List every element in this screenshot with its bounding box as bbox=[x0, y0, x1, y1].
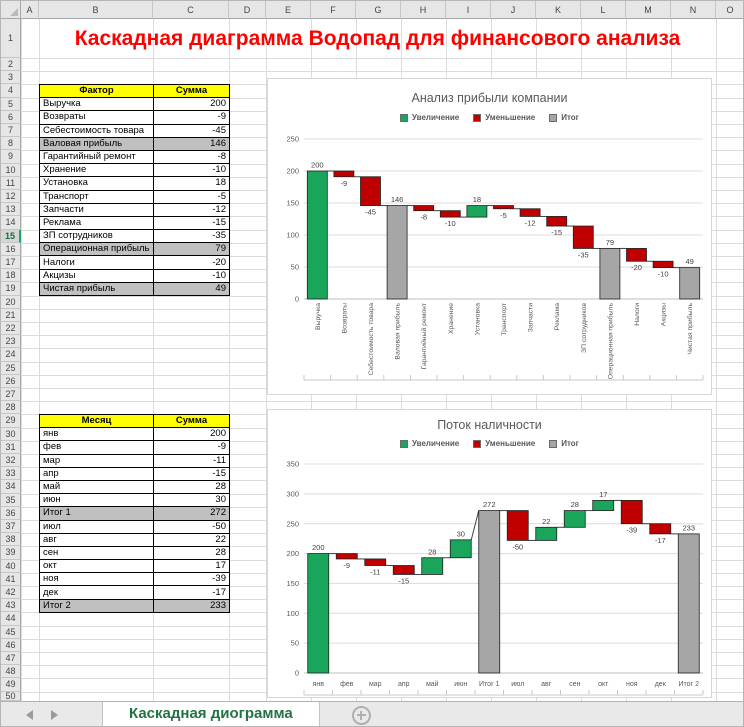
table-row bbox=[40, 150, 230, 163]
table-row bbox=[40, 507, 230, 520]
waterfall-bar-total bbox=[678, 534, 699, 673]
table-row bbox=[40, 467, 230, 480]
row-label-cell[interactable]: Налоги bbox=[40, 256, 154, 269]
data-label: 272 bbox=[482, 500, 496, 510]
column-header-F[interactable]: F bbox=[311, 1, 356, 19]
data-label: 49 bbox=[685, 257, 694, 267]
y-axis-tick-label: 50 bbox=[290, 638, 299, 648]
row-label-cell[interactable]: авг bbox=[40, 533, 154, 546]
data-label: -39 bbox=[626, 525, 638, 535]
row-header-41[interactable]: 41 bbox=[1, 573, 21, 586]
row-header-29[interactable]: 29 bbox=[1, 414, 21, 427]
row-header-25[interactable]: 25 bbox=[1, 362, 21, 375]
waterfall-bar-increase bbox=[422, 558, 443, 575]
row-header-50[interactable]: 50 bbox=[1, 692, 21, 701]
y-axis-tick-label: 100 bbox=[286, 608, 299, 618]
table-row bbox=[40, 560, 230, 573]
row-header-24[interactable]: 24 bbox=[1, 348, 21, 361]
row-value-cell[interactable]: 272 bbox=[154, 507, 230, 520]
data-label: -5 bbox=[500, 210, 507, 220]
waterfall-bar-total bbox=[600, 248, 620, 299]
waterfall-bar-increase bbox=[467, 206, 487, 218]
row-header-15[interactable]: 15 bbox=[1, 230, 21, 243]
waterfall-bar-increase bbox=[307, 171, 327, 299]
x-axis-category-label: Себестоимость товара bbox=[368, 303, 375, 376]
x-axis-category-label: Установка bbox=[474, 303, 482, 336]
x-axis-category-label: ноя bbox=[625, 681, 638, 688]
waterfall-bar-decrease bbox=[414, 206, 434, 211]
row-value-cell[interactable]: 233 bbox=[154, 599, 230, 612]
row-header-27[interactable]: 27 bbox=[1, 388, 21, 401]
x-axis-category-label: янв bbox=[312, 681, 324, 688]
row-value-cell[interactable]: -45 bbox=[154, 124, 230, 137]
row-header-18[interactable]: 18 bbox=[1, 269, 21, 282]
data-label: -45 bbox=[365, 207, 376, 217]
row-header-8[interactable]: 8 bbox=[1, 137, 21, 150]
data-label: -8 bbox=[420, 212, 428, 222]
row-label-cell[interactable]: Себестоимость товара bbox=[40, 124, 154, 137]
data-label: 22 bbox=[542, 516, 551, 526]
row-header-43[interactable]: 43 bbox=[1, 599, 21, 612]
table-row bbox=[40, 586, 230, 599]
row-header-10[interactable]: 10 bbox=[1, 164, 21, 177]
table-row bbox=[40, 98, 230, 111]
row-label-cell[interactable]: окт bbox=[40, 560, 154, 573]
table-row bbox=[40, 124, 230, 137]
row-label-cell[interactable]: июн bbox=[40, 494, 154, 507]
row-header-5[interactable]: 5 bbox=[1, 98, 21, 111]
waterfall-bar-total bbox=[479, 511, 500, 673]
data-label: 233 bbox=[682, 523, 696, 533]
data-label: -20 bbox=[631, 263, 642, 273]
table-row bbox=[40, 520, 230, 533]
data-label: 28 bbox=[570, 500, 579, 510]
row-value-cell[interactable]: 17 bbox=[154, 560, 230, 573]
table-row bbox=[40, 533, 230, 546]
row-label-cell[interactable]: Выручка bbox=[40, 98, 154, 111]
row-value-cell[interactable]: 30 bbox=[154, 494, 230, 507]
row-header-32[interactable]: 32 bbox=[1, 454, 21, 467]
column-header-D[interactable]: D bbox=[229, 1, 266, 19]
table-header-row bbox=[40, 85, 230, 98]
row-header-14[interactable]: 14 bbox=[1, 216, 21, 229]
x-axis-category-label: июл bbox=[511, 681, 525, 688]
sheet-tab-bar bbox=[1, 701, 743, 727]
waterfall-bar-decrease bbox=[336, 554, 357, 559]
data-label: -15 bbox=[398, 576, 410, 586]
page-title[interactable]: Каскадная диаграмма Водопад для финансового анализа bbox=[74, 27, 681, 50]
table-row bbox=[40, 216, 230, 229]
row-value-cell[interactable]: -9 bbox=[154, 441, 230, 454]
row-value-cell[interactable]: -39 bbox=[154, 573, 230, 586]
table-row bbox=[40, 480, 230, 493]
column-header-O[interactable]: O bbox=[716, 1, 744, 19]
row-header-46[interactable]: 46 bbox=[1, 639, 21, 652]
row-value-cell[interactable]: -50 bbox=[154, 520, 230, 533]
data-label: -9 bbox=[340, 178, 348, 188]
legend-label: Увеличение bbox=[411, 113, 460, 122]
waterfall-bar-decrease bbox=[621, 500, 642, 523]
row-header-31[interactable]: 31 bbox=[1, 441, 21, 454]
table-row bbox=[40, 428, 230, 441]
y-axis-tick-label: 150 bbox=[286, 579, 299, 589]
table-row bbox=[40, 269, 230, 282]
row-value-cell[interactable]: -11 bbox=[154, 454, 230, 467]
legend-label: Итог bbox=[561, 113, 580, 122]
row-value-cell[interactable]: 200 bbox=[154, 428, 230, 441]
table-row bbox=[40, 137, 230, 150]
row-header-19[interactable]: 19 bbox=[1, 282, 21, 295]
row-value-cell[interactable]: -17 bbox=[154, 586, 230, 599]
waterfall-bar-decrease bbox=[440, 211, 460, 217]
waterfall-bar-increase bbox=[593, 500, 614, 510]
x-axis-category-label: Чистая прибыль bbox=[687, 303, 695, 355]
x-axis-category-label: окт bbox=[598, 681, 609, 688]
data-label: -10 bbox=[444, 219, 456, 229]
waterfall-bar-decrease bbox=[573, 226, 593, 248]
data-label: -11 bbox=[370, 567, 381, 577]
data-label: 200 bbox=[311, 160, 324, 170]
row-header-21[interactable]: 21 bbox=[1, 309, 21, 322]
row-value-cell[interactable]: 146 bbox=[154, 137, 230, 150]
row-value-cell[interactable]: -5 bbox=[154, 190, 230, 203]
x-axis-category-label: Валовая прибыль bbox=[394, 303, 402, 360]
x-axis-category-label: июн bbox=[454, 681, 468, 688]
x-axis-category-label: Хранение bbox=[447, 303, 455, 334]
row-value-cell[interactable]: -20 bbox=[154, 256, 230, 269]
row-header-7[interactable]: 7 bbox=[1, 124, 21, 137]
row-header-48[interactable]: 48 bbox=[1, 665, 21, 678]
table-row bbox=[40, 243, 230, 256]
row-header-45[interactable]: 45 bbox=[1, 626, 21, 639]
table-header-row bbox=[40, 415, 230, 428]
row-header-12[interactable]: 12 bbox=[1, 190, 21, 203]
data-label: -35 bbox=[577, 250, 589, 260]
data-label: -12 bbox=[524, 218, 536, 228]
waterfall-bar-decrease bbox=[365, 559, 386, 566]
row-header-34[interactable]: 34 bbox=[1, 480, 21, 493]
data-label: 17 bbox=[599, 489, 608, 499]
waterfall-bar-decrease bbox=[507, 511, 528, 541]
table-row bbox=[40, 546, 230, 559]
data-label: -15 bbox=[551, 228, 563, 238]
legend-label: Уменьшение bbox=[485, 439, 536, 448]
row-value-cell[interactable]: 22 bbox=[154, 533, 230, 546]
row-value-cell[interactable]: -12 bbox=[154, 203, 230, 216]
row-header-35[interactable]: 35 bbox=[1, 494, 21, 507]
y-axis-tick-label: 0 bbox=[294, 668, 299, 678]
row-value-cell[interactable]: 28 bbox=[154, 480, 230, 493]
row-label-cell[interactable]: Возвраты bbox=[40, 111, 154, 124]
data-label: 146 bbox=[390, 195, 404, 205]
column-header-N[interactable]: N bbox=[671, 1, 716, 19]
row-label-cell[interactable]: фев bbox=[40, 441, 154, 454]
row-value-cell[interactable]: 200 bbox=[154, 98, 230, 111]
table-row bbox=[40, 203, 230, 216]
column-header-L[interactable]: L bbox=[581, 1, 626, 19]
column-header-I[interactable]: I bbox=[446, 1, 491, 19]
x-axis-category-label: Возвраты bbox=[341, 303, 349, 334]
y-axis-tick-label: 250 bbox=[286, 134, 299, 144]
waterfall-bar-decrease bbox=[393, 566, 414, 575]
x-axis-category-label: Транспорт bbox=[501, 303, 508, 336]
row-header-11[interactable]: 11 bbox=[1, 177, 21, 190]
profit-waterfall-chart[interactable] bbox=[267, 78, 712, 395]
y-axis-tick-label: 250 bbox=[286, 519, 299, 529]
data-label: 30 bbox=[456, 529, 465, 539]
x-axis-category-label: Операционная прибыль bbox=[607, 303, 615, 380]
column-header-C[interactable]: C bbox=[153, 1, 229, 19]
connector-line bbox=[471, 511, 479, 540]
x-axis-category-label: Налоги bbox=[634, 303, 641, 326]
x-axis-category-label: Гарантийный ремонт bbox=[421, 303, 429, 370]
column-header-J[interactable]: J bbox=[491, 1, 536, 19]
row-label-cell[interactable]: Установка bbox=[40, 177, 154, 190]
column-header-B[interactable]: B bbox=[39, 1, 153, 19]
row-value-cell[interactable]: 49 bbox=[154, 282, 230, 295]
chart-title: Анализ прибыли компании bbox=[411, 91, 568, 105]
row-label-cell[interactable]: мар bbox=[40, 454, 154, 467]
row-label-cell[interactable]: ЗП сотрудников bbox=[40, 230, 154, 243]
column-header-H[interactable]: H bbox=[401, 1, 446, 19]
row-header-6[interactable]: 6 bbox=[1, 111, 21, 124]
waterfall-bar-decrease bbox=[627, 248, 647, 261]
table-row bbox=[40, 441, 230, 454]
row-header-13[interactable]: 13 bbox=[1, 203, 21, 216]
row-label-cell[interactable]: Запчасти bbox=[40, 203, 154, 216]
row-header-22[interactable]: 22 bbox=[1, 322, 21, 335]
row-label-cell[interactable]: Реклама bbox=[40, 216, 154, 229]
row-header-26[interactable]: 26 bbox=[1, 375, 21, 388]
data-label: -9 bbox=[343, 560, 351, 570]
row-header-40[interactable]: 40 bbox=[1, 560, 21, 573]
y-axis-tick-label: 200 bbox=[286, 166, 299, 176]
row-label-cell[interactable]: Гарантийный ремонт bbox=[40, 150, 154, 163]
y-axis-tick-label: 300 bbox=[286, 489, 299, 499]
waterfall-bar-decrease bbox=[520, 209, 540, 217]
waterfall-bar-increase bbox=[308, 554, 329, 673]
waterfall-bar-decrease bbox=[547, 216, 567, 226]
x-axis-category-label: Итог 2 bbox=[678, 681, 699, 688]
table-row bbox=[40, 177, 230, 190]
x-axis-category-label: апр bbox=[397, 681, 410, 688]
x-axis-category-label: Акцизы bbox=[660, 303, 668, 327]
row-label-cell[interactable]: Хранение bbox=[40, 164, 154, 177]
data-label: -10 bbox=[657, 269, 669, 279]
x-axis-category-label: май bbox=[425, 681, 439, 688]
column-header-K[interactable]: K bbox=[536, 1, 581, 19]
data-label: 28 bbox=[428, 547, 437, 557]
row-value-cell[interactable]: -8 bbox=[154, 150, 230, 163]
column-header-G[interactable]: G bbox=[356, 1, 401, 19]
table-row bbox=[40, 573, 230, 586]
row-header-9[interactable]: 9 bbox=[1, 150, 21, 163]
month-table[interactable] bbox=[39, 414, 230, 613]
y-axis-tick-label: 150 bbox=[286, 198, 299, 208]
row-header-2[interactable]: 2 bbox=[1, 58, 21, 71]
row-label-cell[interactable]: июл bbox=[40, 520, 154, 533]
row-label-cell[interactable]: Транспорт bbox=[40, 190, 154, 203]
table-row bbox=[40, 282, 230, 295]
row-header-44[interactable]: 44 bbox=[1, 612, 21, 625]
x-axis-category-label: Запчасти bbox=[527, 303, 535, 333]
sum-column-header[interactable]: Сумма bbox=[154, 85, 230, 98]
row-value-cell[interactable]: -10 bbox=[154, 164, 230, 177]
waterfall-bar-total bbox=[680, 268, 700, 299]
row-value-cell[interactable]: -9 bbox=[154, 111, 230, 124]
row-label-cell[interactable]: Итог 2 bbox=[40, 599, 154, 612]
row-label-cell[interactable]: Операционная прибыль bbox=[40, 243, 154, 256]
row-label-cell[interactable]: сен bbox=[40, 546, 154, 559]
legend-label: Увеличение bbox=[411, 439, 460, 448]
row-header-3[interactable]: 3 bbox=[1, 71, 21, 84]
column-header-M[interactable]: M bbox=[626, 1, 671, 19]
sum-column-header[interactable]: Сумма bbox=[154, 415, 230, 428]
row-label-cell[interactable]: янв bbox=[40, 428, 154, 441]
row-label-cell[interactable]: апр bbox=[40, 467, 154, 480]
row-label-cell[interactable]: май bbox=[40, 480, 154, 493]
row-header-16[interactable]: 16 bbox=[1, 243, 21, 256]
table-row bbox=[40, 256, 230, 269]
row-header-17[interactable]: 17 bbox=[1, 256, 21, 269]
data-label: -17 bbox=[654, 535, 666, 545]
month-column-header[interactable]: Месяц bbox=[40, 415, 154, 428]
row-header-47[interactable]: 47 bbox=[1, 652, 21, 665]
row-value-cell[interactable]: -15 bbox=[154, 216, 230, 229]
chart-plot-area bbox=[268, 79, 713, 396]
prev-sheet-icon[interactable] bbox=[26, 710, 33, 720]
waterfall-bar-total bbox=[387, 206, 407, 299]
row-label-cell[interactable]: Итог 1 bbox=[40, 507, 154, 520]
sheet-tab-active[interactable]: Каскадная диограмма bbox=[102, 702, 320, 727]
row-header-39[interactable]: 39 bbox=[1, 546, 21, 559]
factor-table[interactable] bbox=[39, 84, 230, 296]
row-header-38[interactable]: 38 bbox=[1, 533, 21, 546]
y-axis-tick-label: 350 bbox=[286, 459, 299, 469]
x-axis-category-label: Выручка bbox=[314, 303, 322, 330]
row-label-cell[interactable]: дек bbox=[40, 586, 154, 599]
data-label: 18 bbox=[472, 195, 482, 205]
chart-plot-area bbox=[268, 410, 713, 699]
legend-label: Итог bbox=[561, 439, 580, 448]
table-row bbox=[40, 454, 230, 467]
row-header-4[interactable]: 4 bbox=[1, 84, 21, 97]
row-header-49[interactable]: 49 bbox=[1, 678, 21, 691]
table-row bbox=[40, 190, 230, 203]
waterfall-bar-decrease bbox=[494, 206, 514, 209]
row-header-30[interactable]: 30 bbox=[1, 428, 21, 441]
row-header-42[interactable]: 42 bbox=[1, 586, 21, 599]
chart-title: Поток наличности bbox=[437, 418, 542, 432]
row-header-33[interactable]: 33 bbox=[1, 467, 21, 480]
row-header-23[interactable]: 23 bbox=[1, 335, 21, 348]
table-row bbox=[40, 111, 230, 124]
row-value-cell[interactable]: 79 bbox=[154, 243, 230, 256]
x-axis-category-label: фев bbox=[340, 681, 354, 688]
waterfall-bar-decrease bbox=[650, 524, 671, 534]
row-label-cell[interactable]: ноя bbox=[40, 573, 154, 586]
row-label-cell[interactable]: Акцизы bbox=[40, 269, 154, 282]
row-header-20[interactable]: 20 bbox=[1, 296, 21, 309]
y-axis-tick-label: 50 bbox=[290, 262, 299, 272]
waterfall-bar-increase bbox=[450, 540, 471, 558]
table-row bbox=[40, 230, 230, 243]
next-sheet-icon[interactable] bbox=[51, 710, 58, 720]
y-axis-tick-label: 100 bbox=[286, 230, 299, 240]
row-header-1[interactable]: 1 bbox=[1, 19, 21, 58]
row-header-28[interactable]: 28 bbox=[1, 401, 21, 414]
table-row bbox=[40, 494, 230, 507]
x-axis-category-label: сен bbox=[569, 681, 581, 688]
data-label: 200 bbox=[311, 543, 325, 553]
factor-column-header[interactable]: Фактор bbox=[40, 85, 154, 98]
row-label-cell[interactable]: Валовая прибыль bbox=[40, 137, 154, 150]
waterfall-bar-decrease bbox=[334, 171, 354, 177]
waterfall-bar-decrease bbox=[361, 177, 381, 206]
table-row bbox=[40, 599, 230, 612]
x-axis-category-label: ЗП сотрудников bbox=[580, 303, 588, 353]
column-header-A[interactable]: A bbox=[21, 1, 39, 19]
row-header-37[interactable]: 37 bbox=[1, 520, 21, 533]
waterfall-bar-decrease bbox=[653, 261, 673, 267]
x-axis-category-label: мар bbox=[368, 681, 382, 688]
x-axis-category-label: Итог 1 bbox=[479, 681, 500, 688]
row-value-cell[interactable]: -10 bbox=[154, 269, 230, 282]
table-row bbox=[40, 164, 230, 177]
row-header-36[interactable]: 36 bbox=[1, 507, 21, 520]
add-sheet-icon[interactable] bbox=[352, 706, 371, 725]
y-axis-tick-label: 0 bbox=[294, 294, 299, 304]
row-value-cell[interactable]: 18 bbox=[154, 177, 230, 190]
row-value-cell[interactable]: -15 bbox=[154, 467, 230, 480]
x-axis-category-label: авг bbox=[541, 681, 552, 688]
row-label-cell[interactable]: Чистая прибыль bbox=[40, 282, 154, 295]
x-axis-category-label: Реклама bbox=[554, 303, 562, 331]
column-header-E[interactable]: E bbox=[266, 1, 311, 19]
x-axis-category-label: дек bbox=[654, 681, 666, 688]
cashflow-waterfall-chart[interactable] bbox=[267, 409, 712, 698]
y-axis-tick-label: 200 bbox=[286, 549, 299, 559]
row-value-cell[interactable]: 28 bbox=[154, 546, 230, 559]
row-value-cell[interactable]: -35 bbox=[154, 230, 230, 243]
select-all-corner[interactable] bbox=[1, 1, 21, 19]
legend-label: Уменьшение bbox=[485, 113, 536, 122]
data-label: 79 bbox=[605, 237, 615, 247]
waterfall-bar-increase bbox=[564, 511, 585, 528]
waterfall-bar-increase bbox=[536, 527, 557, 540]
data-label: -50 bbox=[512, 542, 524, 552]
